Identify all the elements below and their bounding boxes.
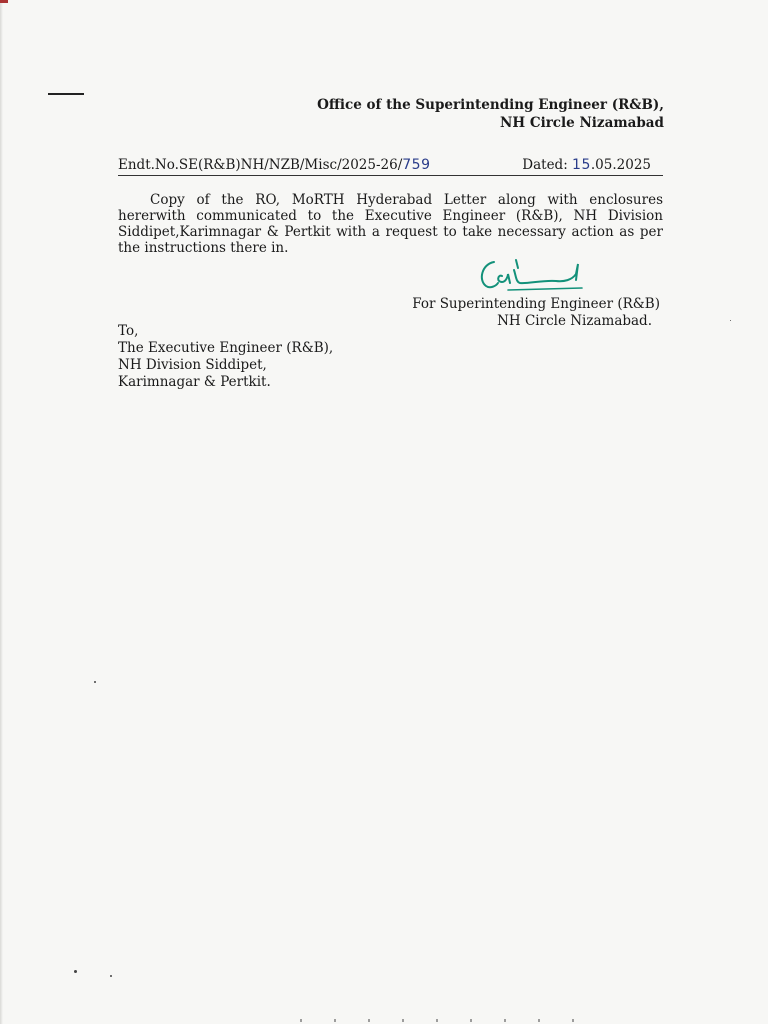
addressee-location: Karimnagar & Pertkit. [118, 374, 271, 390]
office-header [317, 96, 664, 132]
handwritten-signature [472, 250, 592, 296]
handwritten-number: 759 [402, 157, 431, 173]
corner-mark [0, 0, 8, 3]
addressee-division: NH Division Siddipet, [118, 357, 267, 373]
office-title: Office of the Superintending Engineer (R&B), [317, 97, 664, 113]
scan-speck [730, 320, 731, 321]
endorsement-number [118, 155, 431, 175]
salutation: To, [118, 323, 139, 339]
addressee-title: The Executive Engineer (R&B), [118, 340, 334, 356]
signatory-block [412, 296, 660, 330]
office-circle: NH Circle Nizamabad [500, 115, 664, 131]
body-paragraph: Copy of the RO, MoRTH Hyderabad Letter along with enclosures hererwith communicated to the Executive Engineer (R&B), NH Division Siddipet,Karimnagar & Pertkit with a request to take necessary action as per the instructions there in. [118, 191, 663, 256]
scan-speck [94, 681, 96, 683]
dated-field [522, 155, 651, 175]
addressee-block [118, 323, 333, 391]
signatory-office: NH Circle Nizamabad. [497, 313, 652, 329]
scan-edge-shadow [0, 0, 3, 1024]
bottom-edge-marks [300, 1019, 600, 1022]
dated-month-year: .05.2025 [590, 157, 651, 173]
handwritten-day: 15 [572, 157, 591, 173]
margin-dash-mark [48, 93, 84, 95]
endorsement-prefix: Endt.No.SE(R&B)NH/NZB/Misc/2025-26/ [118, 157, 403, 173]
dated-label: Dated: [522, 157, 573, 173]
scan-speck [110, 975, 112, 977]
signatory-title: For Superintending Engineer (R&B) [412, 296, 660, 312]
scan-speck [74, 970, 77, 973]
endorsement-line [118, 155, 663, 176]
